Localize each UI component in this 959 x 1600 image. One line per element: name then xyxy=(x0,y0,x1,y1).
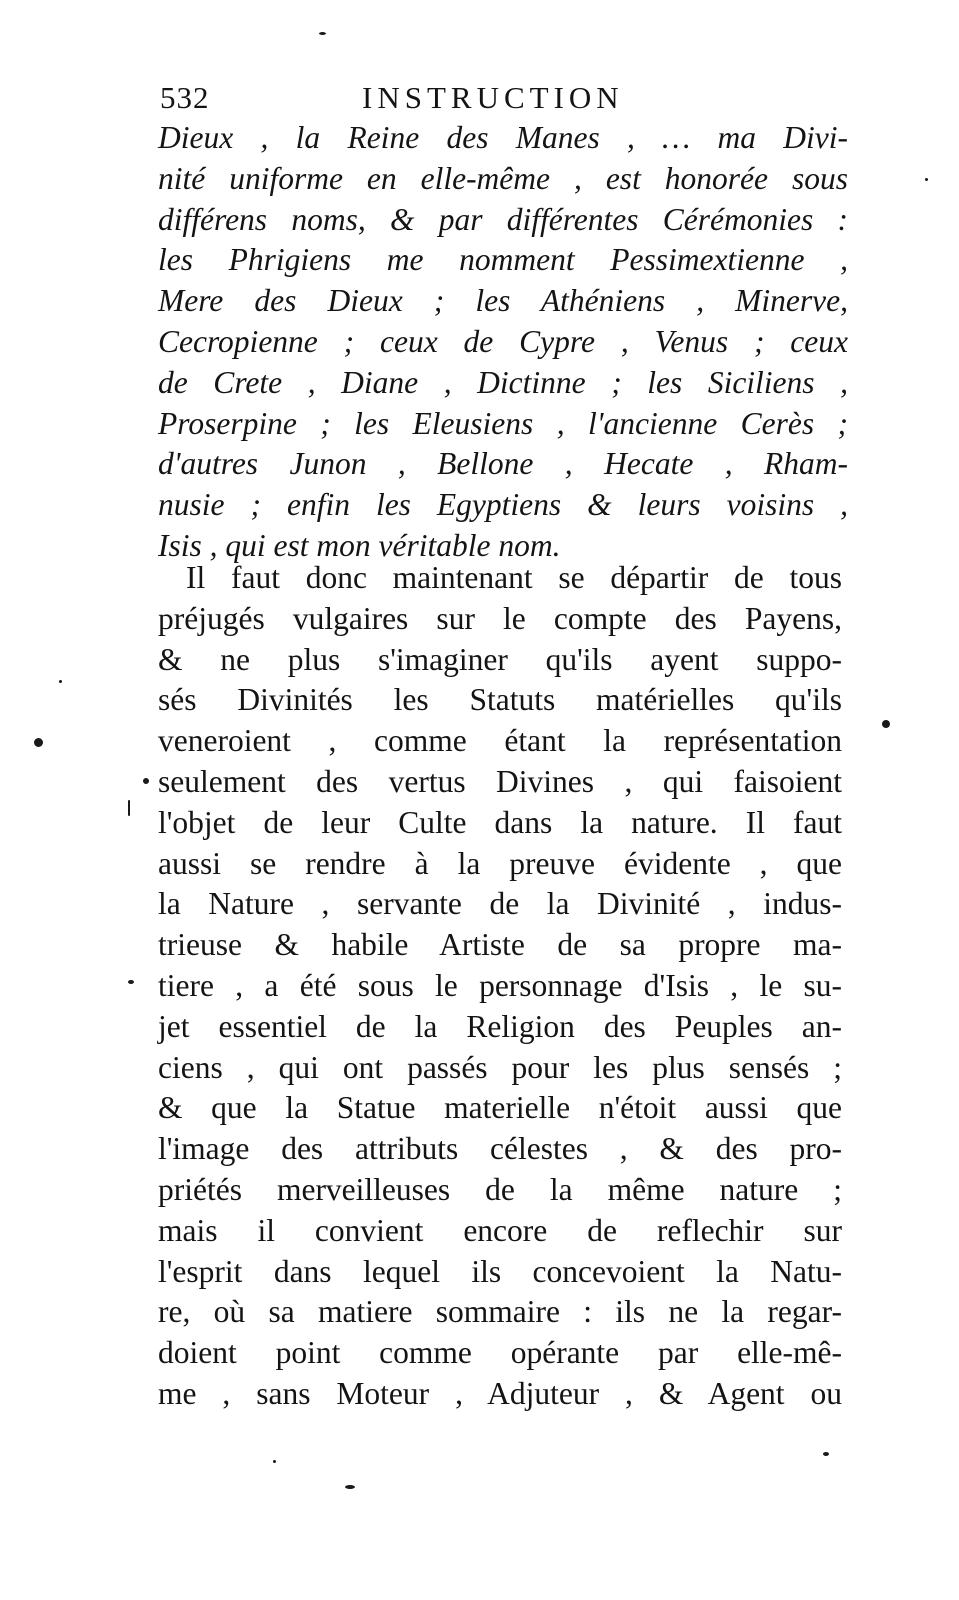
body-line: tiere , a été sous le personnage d'Isis , le su- xyxy=(158,967,842,1003)
body-line: me , sans Moteur , Adjuteur , & Agent ou xyxy=(158,1375,842,1411)
ink-speck xyxy=(128,980,134,984)
ink-speck xyxy=(143,778,149,784)
quote-line: Dieux , la Reine des Manes , … ma Divi- xyxy=(158,120,848,155)
quote-line: nité uniforme en elle-même , est honorée sous xyxy=(158,160,848,196)
ink-speck xyxy=(273,1460,276,1463)
body-line: l'objet de leur Culte dans la nature. Il faut xyxy=(158,804,842,840)
body-line: sés Divinités les Statuts matérielles qu'ils xyxy=(158,682,842,718)
body-line: l'image des attributs célestes , & des pro- xyxy=(158,1131,842,1167)
body-paragraph xyxy=(158,558,842,1415)
body-line: ciens , qui ont passés pour les plus sensés ; xyxy=(158,1049,842,1085)
body-line: préjugés vulgaires sur le compte des Payens, xyxy=(158,600,842,636)
italic-quotation xyxy=(158,118,848,567)
ink-speck xyxy=(823,1452,829,1456)
body-line: la Nature , servante de la Divinité , indus- xyxy=(158,886,842,922)
page-number: 532 xyxy=(160,80,210,115)
body-line: & ne plus s'imaginer qu'ils ayent suppo- xyxy=(158,641,842,677)
quote-line: Proserpine ; les Eleusiens , l'ancienne Cerès ; xyxy=(158,405,848,441)
body-line: l'esprit dans lequel ils concevoient la Natu- xyxy=(158,1253,842,1289)
quote-line: d'autres Junon , Bellone , Hecate , Rham- xyxy=(158,446,848,482)
body-line: & que la Statue materielle n'étoit aussi que xyxy=(158,1090,842,1126)
ink-speck xyxy=(59,680,62,683)
ink-speck xyxy=(925,178,928,181)
running-title: INSTRUCTION xyxy=(362,80,624,115)
quote-line: Cecropienne ; ceux de Cypre , Venus ; ceux xyxy=(158,323,848,359)
ink-speck xyxy=(319,32,326,35)
quote-line: Mere des Dieux ; les Athéniens , Minerve, xyxy=(158,283,848,319)
running-head xyxy=(160,78,860,118)
ink-speck xyxy=(128,800,130,816)
body-line: seulement des vertus Divines , qui faisoient xyxy=(158,763,842,799)
body-line: re, où sa matiere sommaire : ils ne la regar- xyxy=(158,1294,842,1330)
ink-speck xyxy=(345,1485,355,1489)
body-line: Il faut donc maintenant se départir de tous xyxy=(186,560,842,595)
quote-line: les Phrigiens me nomment Pessimextienne , xyxy=(158,242,848,278)
ink-speck xyxy=(882,720,890,728)
quote-line: nusie ; enfin les Egyptiens & leurs voisins , xyxy=(158,487,848,523)
body-line: trieuse & habile Artiste de sa propre ma- xyxy=(158,927,842,963)
quote-line: Isis , qui est mon véritable nom. xyxy=(158,527,561,563)
body-line: priétés merveilleuses de la même nature ; xyxy=(158,1171,842,1207)
body-line: veneroient , comme étant la représentation xyxy=(158,723,842,759)
quote-line: de Crete , Diane , Dictinne ; les Siciliens , xyxy=(158,364,848,400)
body-line: aussi se rendre à la preuve évidente , que xyxy=(158,845,842,881)
ink-speck xyxy=(34,738,43,747)
body-line: doient point comme opérante par elle-mê- xyxy=(158,1335,842,1371)
body-line: jet essentiel de la Religion des Peuples an- xyxy=(158,1008,842,1044)
body-line: mais il convient encore de reflechir sur xyxy=(158,1212,842,1248)
quote-line: différens noms, & par différentes Cérémonies : xyxy=(158,201,848,237)
